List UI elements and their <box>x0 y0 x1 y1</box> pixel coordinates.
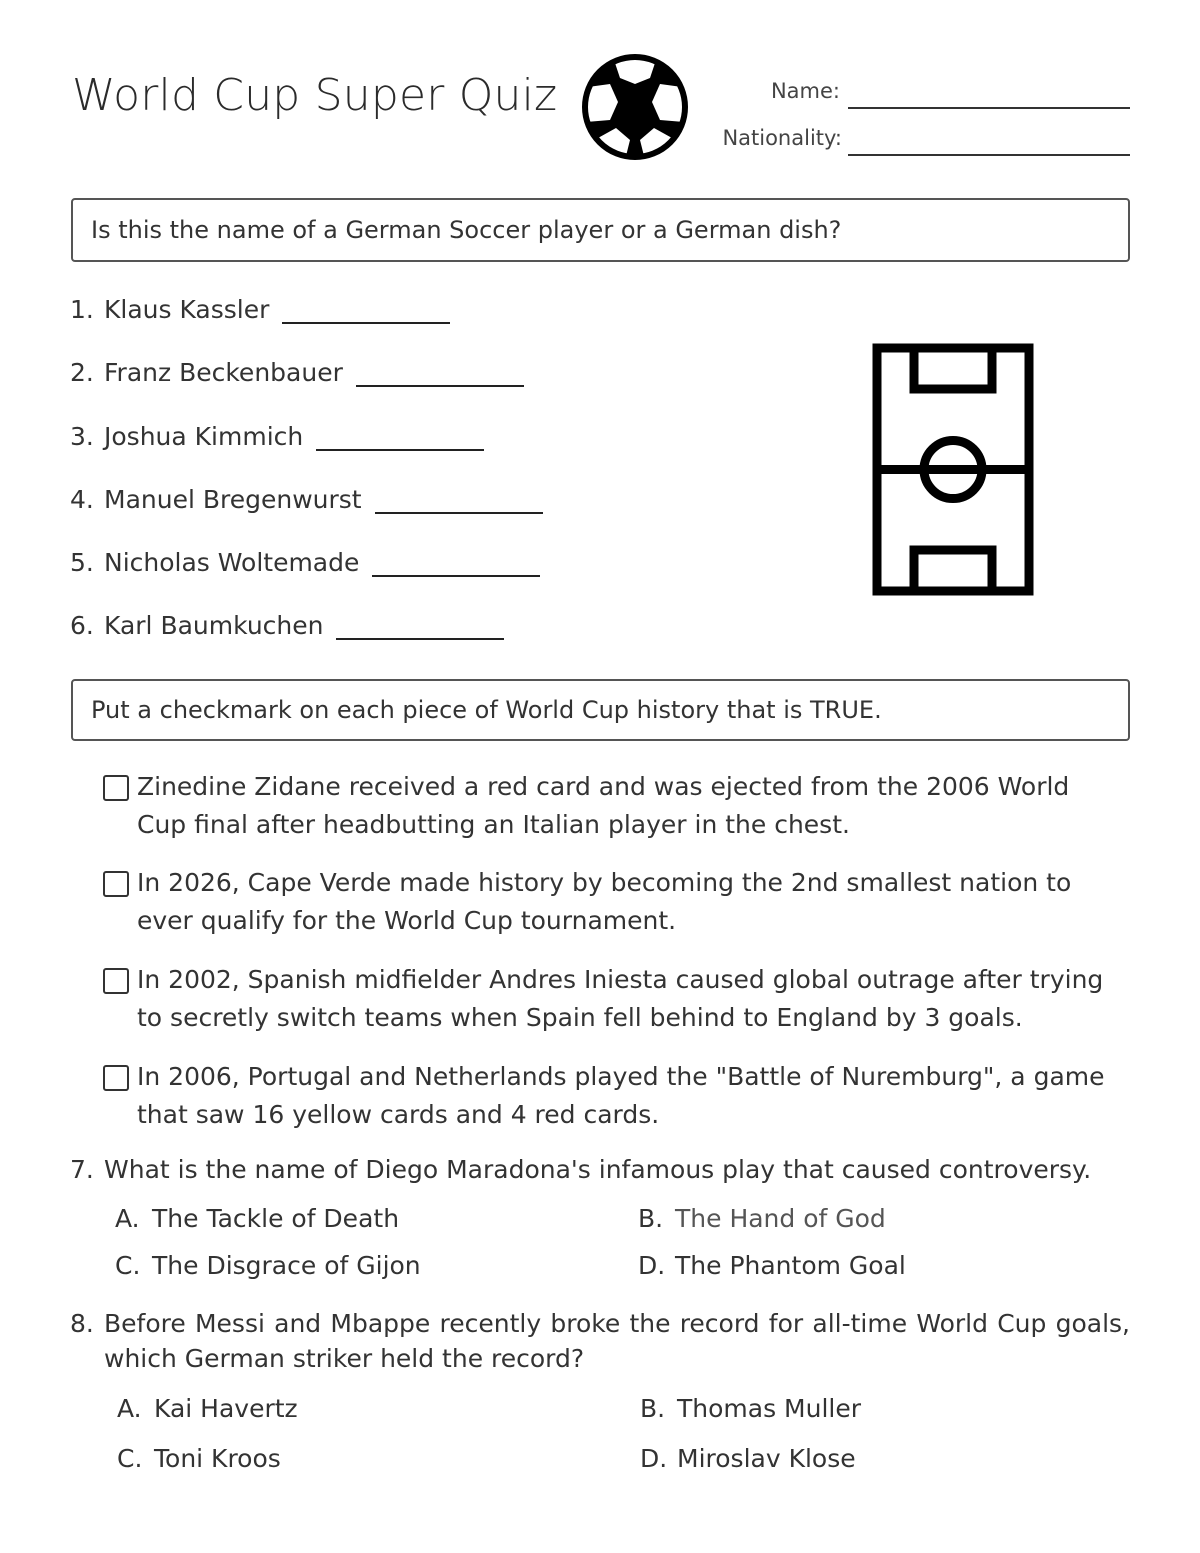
checklist-item <box>103 961 1123 1037</box>
option-letter: B. <box>638 1204 664 1233</box>
section2-instruction: Put a checkmark on each piece of World Cup history that is TRUE. <box>91 696 882 724</box>
section2-instruction-box <box>71 679 1130 741</box>
answer-blank[interactable] <box>356 363 524 387</box>
option-a[interactable] <box>117 1394 298 1423</box>
checkbox[interactable] <box>103 775 129 801</box>
question-text: What is the name of Diego Maradona's infamous play that caused controversy. <box>104 1155 1092 1184</box>
option-c[interactable] <box>117 1444 281 1473</box>
option-text: The Tackle of Death <box>152 1204 400 1233</box>
option-text: Kai Havertz <box>154 1394 298 1423</box>
question-number: 7. <box>70 1155 94 1184</box>
option-a[interactable] <box>115 1204 399 1233</box>
name-label: Name: <box>770 79 840 103</box>
item-text: Karl Baumkuchen <box>104 611 324 640</box>
option-text: The Phantom Goal <box>675 1251 906 1280</box>
option-letter: D. <box>638 1251 666 1280</box>
list-item <box>70 358 524 387</box>
name-field[interactable] <box>848 107 1130 109</box>
nationality-field[interactable] <box>848 154 1130 156</box>
question-number: 8. <box>70 1309 94 1338</box>
option-text: The Disgrace of Gijon <box>152 1251 421 1280</box>
soccer-field-icon <box>872 343 1034 596</box>
item-text: Joshua Kimmich <box>104 422 304 451</box>
option-d[interactable] <box>640 1444 856 1473</box>
list-item <box>70 611 504 640</box>
option-d[interactable] <box>638 1251 906 1280</box>
section1-instruction-box <box>71 198 1130 262</box>
list-item <box>70 295 450 324</box>
checklist-item <box>103 864 1123 940</box>
checkbox[interactable] <box>103 968 129 994</box>
answer-blank[interactable] <box>316 427 484 451</box>
option-text: Toni Kroos <box>154 1444 281 1473</box>
section1-instruction: Is this the name of a German Soccer player or a German dish? <box>91 216 842 244</box>
item-text: Klaus Kassler <box>104 295 270 324</box>
list-item <box>70 422 484 451</box>
option-letter: A. <box>117 1394 142 1423</box>
statement-text: Zinedine Zidane received a red card and was ejected from the 2006 World Cup final after headbutting an Italian player in the chest. <box>137 772 1070 839</box>
statement-text: In 2002, Spanish midfielder Andres Iniesta caused global outrage after trying to secretly switch teams when Spain fell behind to England by 3 goals. <box>137 965 1104 1032</box>
question-text: Before Messi and Mbappe recently broke the record for all-time World Cup goals, which German striker held the record? <box>104 1309 1130 1373</box>
list-item <box>70 485 543 514</box>
option-c[interactable] <box>115 1251 421 1280</box>
item-text: Manuel Bregenwurst <box>104 485 362 514</box>
option-letter: B. <box>640 1394 666 1423</box>
question-8 <box>70 1306 1130 1376</box>
answer-blank[interactable] <box>375 490 543 514</box>
option-b[interactable] <box>640 1394 861 1423</box>
item-number: 4. <box>70 485 94 514</box>
checkbox[interactable] <box>103 871 129 897</box>
answer-blank[interactable] <box>372 553 540 577</box>
option-letter: D. <box>640 1444 668 1473</box>
answer-blank[interactable] <box>336 616 504 640</box>
item-number: 3. <box>70 422 94 451</box>
nationality-label: Nationality: <box>722 126 842 150</box>
checkbox[interactable] <box>103 1065 129 1091</box>
option-letter: C. <box>117 1444 143 1473</box>
item-number: 2. <box>70 358 94 387</box>
answer-blank[interactable] <box>282 300 450 324</box>
statement-text: In 2006, Portugal and Netherlands played the "Battle of Nuremburg", a game that saw 16 yellow cards and 4 red cards. <box>137 1062 1105 1129</box>
item-number: 6. <box>70 611 94 640</box>
option-letter: C. <box>115 1251 141 1280</box>
item-text: Nicholas Woltemade <box>104 548 360 577</box>
item-number: 1. <box>70 295 94 324</box>
option-text: The Hand of God <box>675 1204 886 1233</box>
statement-text: In 2026, Cape Verde made history by becoming the 2nd smallest nation to ever qualify for the World Cup tournament. <box>137 868 1072 935</box>
list-item <box>70 548 540 577</box>
page-title: World Cup Super Quiz <box>72 70 558 121</box>
option-b[interactable] <box>638 1204 886 1233</box>
item-number: 5. <box>70 548 94 577</box>
item-text: Franz Beckenbauer <box>104 358 343 387</box>
option-letter: A. <box>115 1204 140 1233</box>
checklist-item <box>103 1058 1123 1134</box>
checklist-item <box>103 768 1123 844</box>
option-text: Thomas Muller <box>677 1394 862 1423</box>
question-7 <box>70 1152 1130 1187</box>
option-text: Miroslav Klose <box>677 1444 856 1473</box>
